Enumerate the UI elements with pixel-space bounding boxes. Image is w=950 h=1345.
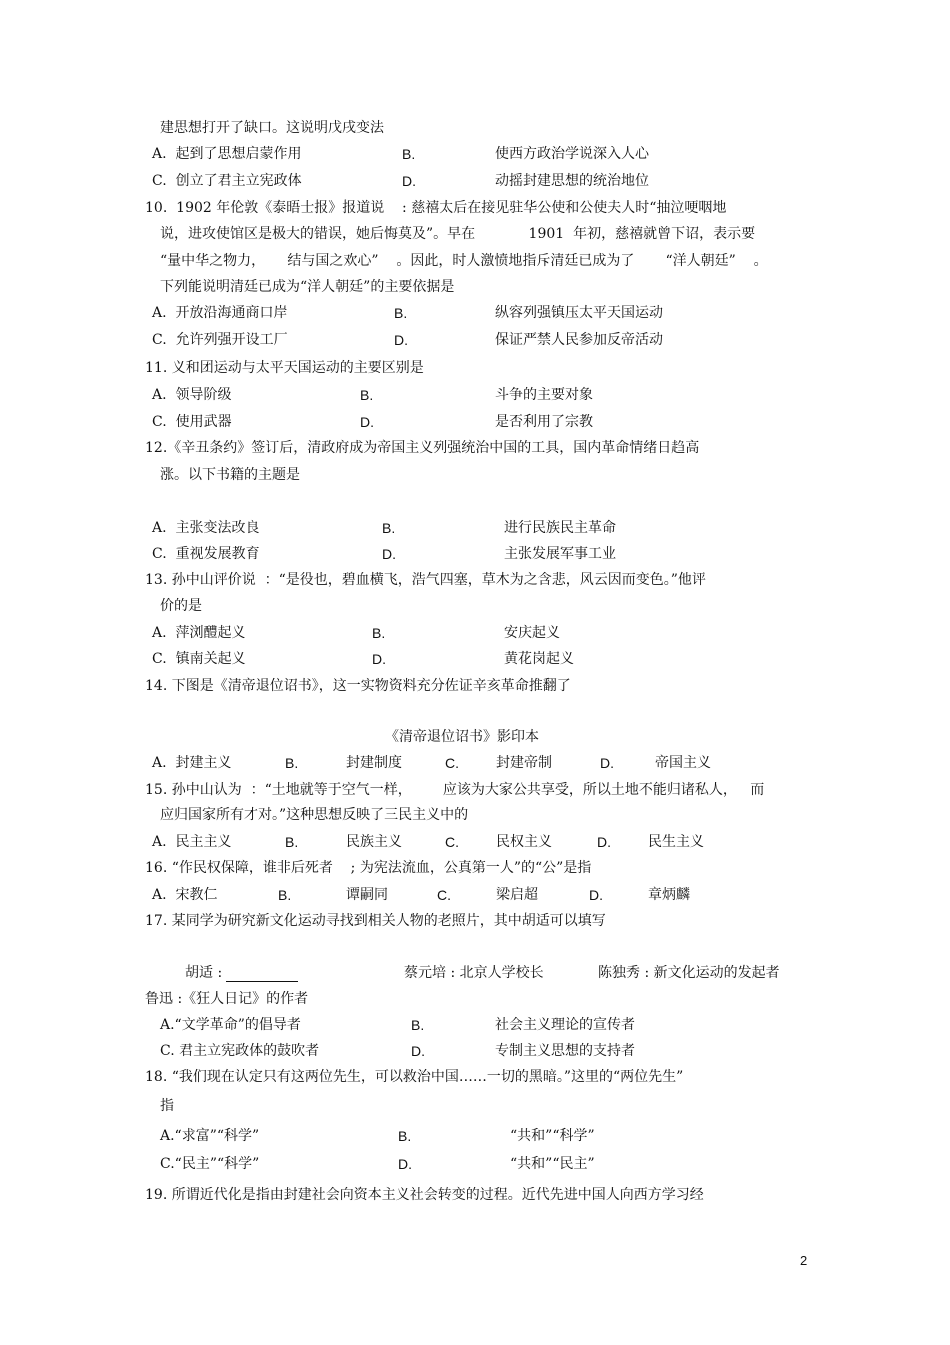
q9-option-d-key: D.	[402, 173, 416, 189]
q15-option-d: 民生主义	[648, 834, 704, 850]
q17-stem: 17. 某同学为研究新文化运动寻找到相关人物的老照片，其中胡适可以填写	[145, 913, 606, 929]
q11-option-c: C. 使用武器	[152, 414, 232, 430]
q10-stem-3: “量中华之物力， 结与国之欢心” 。因此，时人激愤地指斥清廷已成为了 “洋人朝廷” 。	[160, 253, 768, 269]
q16-option-d-key: D.	[589, 887, 603, 903]
q11-option-d: 是否利用了宗教	[495, 414, 593, 430]
page-number: 2	[800, 1253, 808, 1268]
q17-hushi-label: 胡适 :	[185, 964, 298, 982]
q17-caiyuanpei: 蔡元培 : 北京人学校长	[404, 965, 544, 981]
q14-option-d-key: D.	[600, 755, 614, 771]
q14-option-b: 封建制度	[346, 755, 402, 771]
q13-stem-2: 价的是	[160, 598, 202, 614]
q14-stem: 14. 下图是《清帝退位诏书》，这一实物资料充分佐证辛亥革命推翻了	[145, 678, 571, 694]
q14-option-c: 封建帝制	[496, 755, 552, 771]
q16-stem: 16. “作民权保障，谁非后死者 ; 为宪法流血，公真第一人”的“公”是指	[145, 860, 592, 876]
q17-option-d-key: D.	[411, 1043, 425, 1059]
q13-option-b-key: B.	[372, 625, 386, 641]
q9-option-d: 动摇封建思想的统治地位	[495, 173, 649, 189]
q13-option-a: A. 萍浏醴起义	[152, 625, 246, 641]
q11-option-b: 斗争的主要对象	[495, 387, 593, 403]
q15-option-d-key: D.	[597, 834, 611, 850]
q11-option-b-key: B.	[360, 387, 374, 403]
q15-stem-1: 15. 孙中山认为 ：“土地就等于空气一样， 应该为大家公共享受，所以土地不能归诸私人， 而	[145, 782, 765, 798]
q18-option-a: A.“求富”“科学”	[160, 1128, 260, 1144]
q14-option-d: 帝国主义	[655, 755, 711, 771]
q17-chenduxiu: 陈独秀 : 新文化运动的发起者	[598, 965, 780, 981]
q17-option-b-key: B.	[411, 1017, 425, 1033]
q13-stem-1: 13. 孙中山评价说 ：“是役也，碧血横飞，浩气四塞，草木为之含悲，风云因而变色。”他评	[145, 572, 706, 588]
q16-option-a: A. 宋教仁	[152, 887, 218, 903]
q10-stem-2: 说，进攻使馆区是极大的错误，她后悔莫及”。早在 1901 年初，慈禧就曾下诏，表示要	[160, 226, 756, 242]
q14-option-a: A. 封建主义	[152, 755, 232, 771]
q16-option-d: 章炳麟	[648, 887, 690, 903]
q13-option-b: 安庆起义	[504, 625, 560, 641]
q14-option-c-key: C.	[445, 755, 459, 771]
q9-option-b-key: B.	[402, 146, 416, 162]
q18-option-d: “共和”“民主”	[510, 1156, 595, 1172]
q17-luxun: 鲁迅 :《狂人日记》的作者	[145, 991, 309, 1007]
q12-option-d-key: D.	[382, 546, 396, 562]
q16-option-c-key: C.	[437, 887, 451, 903]
q10-stem-4: 下列能说明清廷已成为“洋人朝廷”的主要依据是	[160, 279, 455, 295]
q9-option-a: A. 起到了思想启蒙作用	[152, 146, 302, 162]
q12-option-d: 主张发展军事工业	[504, 546, 616, 562]
q17-answer-blank	[226, 969, 298, 982]
q18-option-b-key: B.	[398, 1128, 412, 1144]
q15-option-c: 民权主义	[496, 834, 552, 850]
q9-option-b: 使西方政治学说深入人心	[495, 146, 649, 162]
q19-stem: 19. 所谓近代化是指由封建社会向资本主义社会转变的过程。近代先进中国人向西方学习经	[145, 1187, 704, 1203]
q15-option-a: A. 民主主义	[152, 834, 232, 850]
q12-option-b: 进行民族民主革命	[504, 520, 616, 536]
q16-option-b: 谭嗣同	[346, 887, 388, 903]
q15-option-c-key: C.	[445, 834, 459, 850]
q12-stem-1: 12.《辛丑条约》签订后，清政府成为帝国主义列强统治中国的工具，国内革命情绪日趋高	[145, 440, 700, 456]
q9-option-c: C. 创立了君主立宪政体	[152, 173, 302, 189]
q13-option-d-key: D.	[372, 651, 386, 667]
q10-stem-1: 10. 1902 年伦敦《泰晤士报》报道说 : 慈禧太后在接见驻华公使和公使夫人时“抽泣哽咽地	[145, 200, 727, 216]
q11-stem: 11. 义和团运动与太平天国运动的主要区别是	[145, 360, 424, 376]
q9-stem-end: 建思想打开了缺口。这说明戊戌变法	[160, 120, 384, 136]
q10-option-b-key: B.	[394, 305, 408, 321]
q18-option-d-key: D.	[398, 1156, 412, 1172]
q17-option-a: A.“文学革命”的倡导者	[160, 1017, 301, 1033]
q13-option-c: C. 镇南关起义	[152, 651, 246, 667]
q18-stem-2: 指	[160, 1098, 174, 1114]
q12-option-b-key: B.	[382, 520, 396, 536]
q10-option-d-key: D.	[394, 332, 408, 348]
q10-option-b: 纵容列强镇压太平天国运动	[495, 305, 663, 321]
q18-option-c: C.“民主”“科学”	[160, 1156, 260, 1172]
q13-option-d: 黄花岗起义	[504, 651, 574, 667]
q12-option-c: C. 重视发展教育	[152, 546, 260, 562]
q18-stem-1: 18. “我们现在认定只有这两位先生，可以救治中国……一切的黑暗。”这里的“两位先生”	[145, 1069, 684, 1085]
q10-option-d: 保证严禁人民参加反帝活动	[495, 332, 663, 348]
q12-stem-2: 涨。以下书籍的主题是	[160, 467, 300, 483]
q14-option-b-key: B.	[285, 755, 299, 771]
q10-option-c: C. 允许列强开设工厂	[152, 332, 288, 348]
q15-option-b: 民族主义	[346, 834, 402, 850]
q16-option-b-key: B.	[278, 887, 292, 903]
q14-figure-caption: 《清帝退位诏书》影印本	[385, 729, 539, 745]
q12-option-a: A. 主张变法改良	[152, 520, 260, 536]
q17-option-d: 专制主义思想的支持者	[495, 1043, 635, 1059]
q11-option-d-key: D.	[360, 414, 374, 430]
q15-option-b-key: B.	[285, 834, 299, 850]
q15-stem-2: 应归国家所有才对。”这种思想反映了三民主义中的	[160, 807, 469, 823]
q10-option-a: A. 开放沿海通商口岸	[152, 305, 288, 321]
q17-option-b: 社会主义理论的宣传者	[495, 1017, 635, 1033]
q17-option-c: C. 君主立宪政体的鼓吹者	[160, 1043, 320, 1059]
q11-option-a: A. 领导阶级	[152, 387, 232, 403]
q18-option-b: “共和”“科学”	[510, 1128, 595, 1144]
q16-option-c: 梁启超	[496, 887, 538, 903]
